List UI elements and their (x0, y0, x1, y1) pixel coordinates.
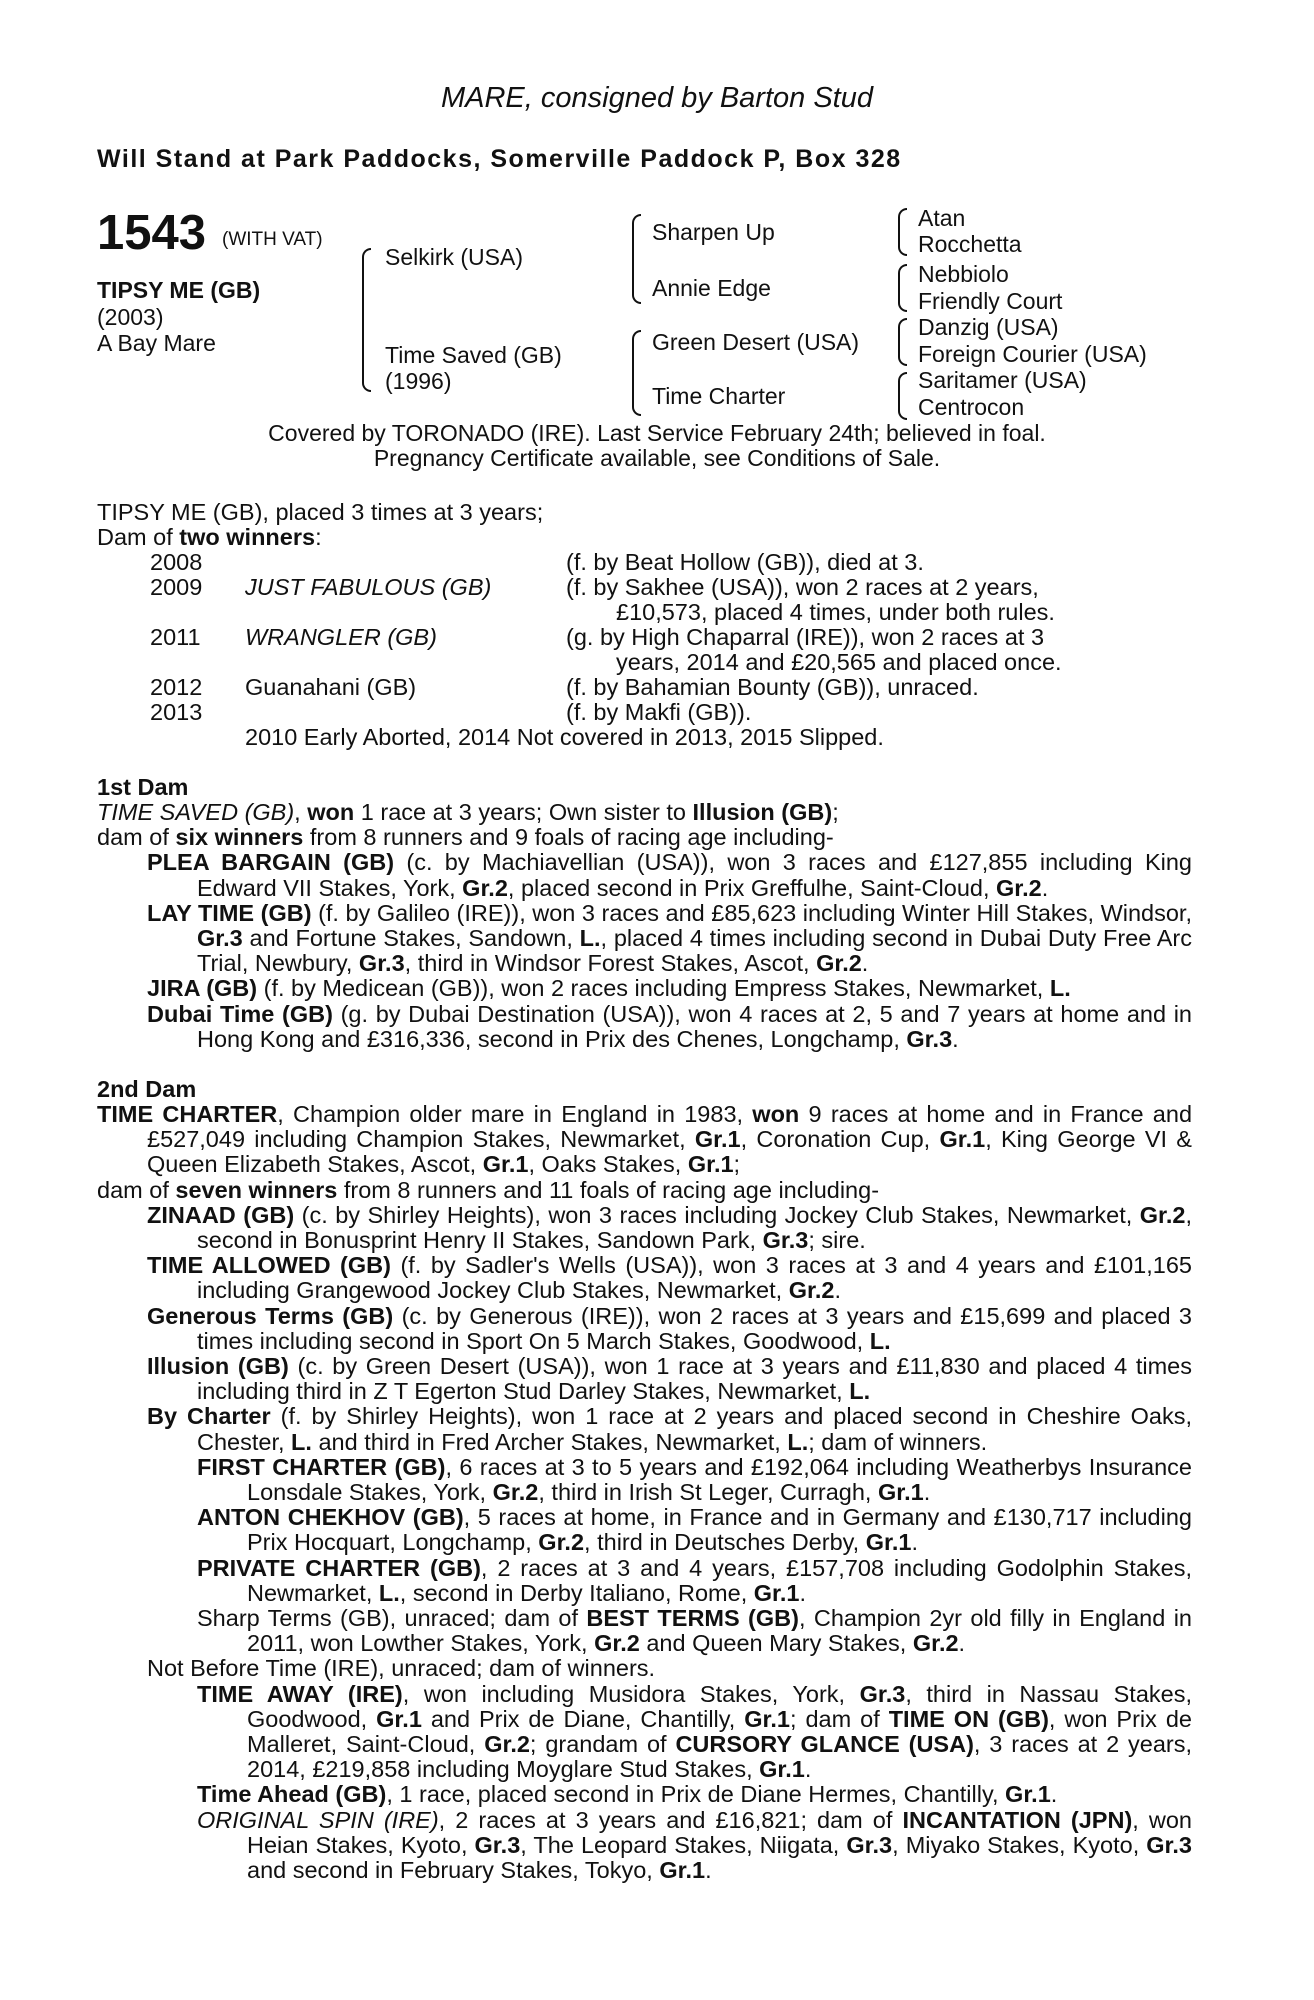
produce-year: 2009 (150, 574, 203, 600)
progeny-entry: PLEA BARGAIN (GB) (c. by Machiavellian (USA)), won 3 races and £127,855 including King Edward VII Stakes, York, Gr.2, placed second in Prix Greffulhe, Saint-Cloud, Gr.2. (147, 849, 1192, 901)
produce-dam-of: Dam of two winners: (97, 524, 322, 550)
progeny-entry: Not Before Time (IRE), unraced; dam of winners. (147, 1655, 656, 1682)
progeny-entry: By Charter (f. by Shirley Heights), won 1 race at 2 years and placed second in Cheshire Oaks, Chester, L. and third in Fred Archer Stakes, Newmarket, L.; dam of winners. (147, 1403, 1193, 1455)
pedigree-brace-5 (898, 264, 907, 312)
sire-name: Selkirk (USA) (385, 244, 524, 270)
grandprogeny-entry: ORIGINAL SPIN (IRE), 2 races at 3 years and £16,821; dam of INCANTATION (JPN), won Heian Stakes, Kyoto, Gr.3, The Leopard Stakes, Niigata, Gr.3, Miyako Stakes, Kyoto, Gr.3 and second in February Stakes, Tokyo, Gr.1. (197, 1806, 1192, 1884)
grandprogeny-entry: Sharp Terms (GB), unraced; dam of BEST TERMS (GB), Champion 2yr old filly in England in 2011, won Lowther Stakes, York, Gr.2 and Queen Mary Stakes, Gr.2. (197, 1605, 1192, 1657)
horse-name: TIPSY ME (GB) (97, 277, 261, 303)
produce-year: 2011 (150, 624, 201, 650)
produce-detail-cont: years, 2014 and £20,565 and placed once. (616, 649, 1062, 675)
sire-sire: Sharpen Up (652, 219, 775, 245)
first-dam-summary: dam of six winners from 8 runners and 9 foals of racing age including- (97, 824, 834, 851)
produce-name: Guanahani (GB) (245, 674, 417, 700)
sire-dam-sire: Nebbiolo (918, 261, 1009, 287)
page-title: MARE, consigned by Barton Stud (440, 82, 873, 114)
produce-detail: (f. by Sakhee (USA)), won 2 races at 2 years, (566, 574, 1039, 600)
produce-name: JUST FABULOUS (GB) (245, 574, 492, 600)
pregnancy-note: Pregnancy Certificate available, see Conditions of Sale. (373, 445, 941, 471)
first-dam-section (97, 800, 1192, 1052)
covered-note: Covered by TORONADO (IRE). Last Service February 24th; believed in foal. (268, 420, 1046, 446)
produce-year: 2012 (150, 674, 203, 700)
dam-sire-dam: Foreign Courier (USA) (918, 341, 1147, 367)
pedigree-brace-3 (632, 330, 641, 416)
second-dam-heading: 2nd Dam (97, 1076, 197, 1102)
dam-sire-sire: Danzig (USA) (918, 314, 1059, 340)
pedigree-brace-4 (898, 208, 907, 256)
produce-detail: (f. by Beat Hollow (GB)), died at 3. (566, 549, 924, 575)
vat-note: (WITH VAT) (222, 229, 323, 250)
first-dam-line: TIME SAVED (GB), won 1 race at 3 years; Own sister to Illusion (GB); (97, 799, 839, 825)
progeny-entry: JIRA (GB) (f. by Medicean (GB)), won 2 races including Empress Stakes, Newmarket, L. (147, 975, 1071, 1002)
horse-year: (2003) (97, 304, 164, 330)
dam-sire: Green Desert (USA) (652, 329, 860, 355)
second-dam-summary: dam of seven winners from 8 runners and 11 foals of racing age including- (97, 1176, 880, 1203)
progeny-entry: TIME ALLOWED (GB) (f. by Sadler's Wells (USA)), won 3 races at 3 and 4 years and £101,165 including Grangewood Jockey Club Stakes, Newmarket, Gr.2. (147, 1252, 1192, 1304)
second-dam-line: TIME CHARTER, Champion older mare in England in 1983, won 9 races at home and in France and £527,049 including Champion Stakes, Newmarket, Gr.1, Coronation Cup, Gr.1, King George VI & Queen Elizabeth Stakes, Ascot, Gr.1, Oaks Stakes, Gr.1; (97, 1101, 1193, 1178)
produce-year: 2008 (150, 549, 203, 575)
progeny-entry: ZINAAD (GB) (c. by Shirley Heights), won 3 races including Jockey Club Stakes, Newmarket, Gr.2, second in Bonusprint Henry II Stakes, Sandown Park, Gr.3; sire. (147, 1201, 1193, 1254)
grandprogeny-entry: FIRST CHARTER (GB), 6 races at 3 to 5 years and £192,064 including Weatherbys Insurance Lonsdale Stakes, York, Gr.2, third in Irish St Leger, Curragh, Gr.1. (197, 1453, 1192, 1506)
pedigree-brace-7 (898, 372, 907, 420)
produce-intro: TIPSY ME (GB), placed 3 times at 3 years; (97, 499, 544, 525)
grandprogeny-entry: ANTON CHEKHOV (GB), 5 races at home, in France and in Germany and £130,717 including Prix Hocquart, Longchamp, Gr.2, third in Deutsches Derby, Gr.1. (197, 1504, 1192, 1556)
produce-name: WRANGLER (GB) (245, 624, 437, 650)
second-dam-section (97, 1102, 1192, 1883)
dam-dam-sire: Saritamer (USA) (918, 367, 1087, 393)
pedigree-brace-2 (632, 214, 641, 304)
dam-year: (1996) (385, 368, 452, 394)
sire-sire-sire: Atan (918, 205, 966, 231)
dam-dam: Time Charter (652, 383, 786, 409)
grandprogeny-entry: PRIVATE CHARTER (GB), 2 races at 3 and 4 years, £157,708 including Godolphin Stakes, Newmarket, L., second in Derby Italiano, Rome, Gr.1. (197, 1554, 1192, 1606)
progeny-entry: Dubai Time (GB) (g. by Dubai Destination (USA)), won 4 races at 2, 5 and 7 years at home and in Hong Kong and £316,336, second in Prix des Chenes, Longchamp, Gr.3. (147, 1000, 1192, 1052)
pedigree-brace-1 (362, 248, 371, 392)
produce-detail: (f. by Makfi (GB)). (566, 699, 752, 725)
page-subtitle: Will Stand at Park Paddocks, Somerville Paddock P, Box 328 (97, 145, 902, 173)
lot-number: 1543 (97, 206, 207, 260)
horse-description: A Bay Mare (97, 330, 216, 356)
dam-dam-dam: Centrocon (918, 394, 1025, 420)
progeny-entry: LAY TIME (GB) (f. by Galileo (IRE)), won 3 races and £85,623 including Winter Hill Stakes, Windsor, Gr.3 and Fortune Stakes, Sandown, L., placed 4 times including second in Dubai Duty Free Arc Trial, Newbury, Gr.3, third in Windsor Forest Stakes, Ascot, Gr.2. (147, 899, 1192, 977)
dam-name: Time Saved (GB) (385, 342, 562, 368)
produce-detail: (f. by Bahamian Bounty (GB)), unraced. (566, 674, 979, 700)
sire-sire-dam: Rocchetta (918, 231, 1022, 257)
produce-detail: (g. by High Chaparral (IRE)), won 2 races at 3 (566, 624, 1045, 650)
grandprogeny-entry: Time Ahead (GB), 1 race, placed second in Prix de Diane Hermes, Chantilly, Gr.1. (197, 1781, 1058, 1808)
progeny-entry: Generous Terms (GB) (c. by Generous (IRE)), won 2 races at 3 years and £15,699 and placed 3 times including second in Sport On 5 March Stakes, Goodwood, L. (147, 1302, 1192, 1354)
pedigree-brace-6 (898, 318, 907, 366)
produce-note: 2010 Early Aborted, 2014 Not covered in 2013, 2015 Slipped. (245, 724, 884, 750)
first-dam-heading: 1st Dam (97, 774, 189, 800)
progeny-entry: Illusion (GB) (c. by Green Desert (USA)), won 1 race at 3 years and £11,830 and placed 4 times including third in Z T Egerton Stud Darley Stakes, Newmarket, L. (147, 1353, 1192, 1405)
produce-detail-cont: £10,573, placed 4 times, under both rules. (616, 599, 1055, 625)
sire-dam-dam: Friendly Court (918, 288, 1063, 314)
grandprogeny-entry: TIME AWAY (IRE), won including Musidora Stakes, York, Gr.3, third in Nassau Stakes, Goodwood, Gr.1 and Prix de Diane, Chantilly, Gr.1; dam of TIME ON (GB), won Prix de Malleret, Saint-Cloud, Gr.2; grandam of CURSORY GLANCE (USA), 3 races at 2 years, 2014, £219,858 including Moyglare Stud Stakes, Gr.1. (197, 1680, 1193, 1783)
sire-dam: Annie Edge (652, 275, 771, 301)
produce-year: 2013 (150, 699, 203, 725)
